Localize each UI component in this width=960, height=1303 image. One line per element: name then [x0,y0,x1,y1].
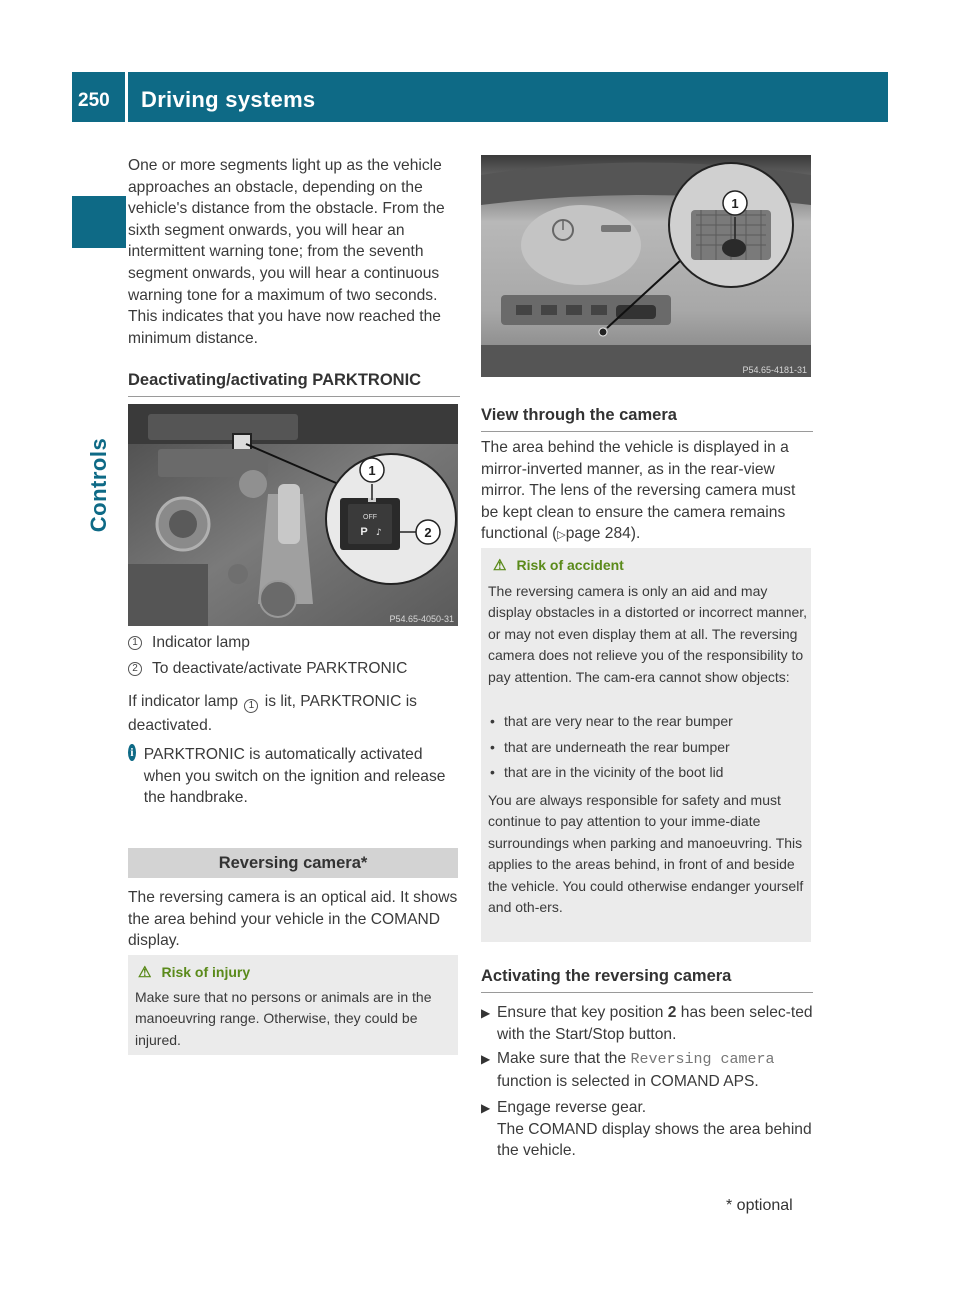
indicator-text: If indicator lamp [128,693,239,710]
step-1: ▶ Ensure that key position 2 has been selec-ted with the Start/Stop button. [481,1002,813,1045]
injury-title-text: Risk of injury [161,964,251,980]
injury-warning-box [128,955,458,1055]
legend-num: 1 [128,636,142,650]
step-2: ▶ Make sure that the Reversing camera function is selected in COMAND APS. [481,1048,813,1092]
view-camera-subhead: View through the camera [481,405,813,432]
accident-bullet-list [490,709,808,786]
optional-footnote: * optional [726,1197,793,1214]
accident-warning-title [493,556,624,574]
view-text: The area behind the vehicle is displayed in a mirror-inverted manner, as in the rear-view mirror. The lens of the reversing camera must be kept clean to ensure the camera remains functional ( [481,439,796,543]
side-tab-block [72,196,126,248]
accident-warning-text-2: You are always responsible for safety and must continue to pay attention to your imme-diate surroundings when parking and manoeuvring. This applies to the areas behind, in front of and beside the vehicle. You could otherwise endanger yourself and oth-ers. [488,792,804,916]
photo-off-label: OFF [363,514,377,521]
photo-p-label: P [360,526,368,538]
accident-warning-text: The reversing camera is only an aid and may display obstacles in a distorted or incorrect manner, or may not even display them at all. The reversing camera does not relieve you of the responsibility to pay attention. The cam-era cannot show objects: [488,583,808,685]
photo-reference: P54.65-4050-31 [389,614,454,624]
header-divider [125,72,128,122]
info-icon: i [128,744,136,761]
legend-num: 2 [128,662,142,676]
warning-triangle-icon: ⚠ [493,557,507,574]
side-tab-label: Controls [86,437,111,533]
intro-paragraph: One or more segments light up as the vehicle approaches an obstacle, depending on the vehicle's distance from the obstacle. From the sixth segment onwards, you will hear an intermittent warning tone; from the seventh segment onwards, you will hear a continuous warning tone for a maximum of two seconds. This indicates that you have now reached the minimum distance. [128,157,445,347]
legend-text: To deactivate/activate PARKTRONIC [152,660,408,677]
camera-intro: The reversing camera is an optical aid. It shows the area behind your vehicle in the COMAND display. [128,889,458,950]
view-camera-paragraph [481,437,813,547]
svg-text:♪: ♪ [376,528,382,538]
warning-triangle-icon: ⚠ [138,964,152,981]
legend-item-2 [128,660,460,678]
parktronic-subhead: Deactivating/activating PARKTRONIC [128,370,460,397]
photo-callout-2: 2 [424,525,432,540]
list-item: • that are underneath the rear bumper [490,738,730,755]
camera-location-photo [481,155,811,377]
info-text: PARKTRONIC is automatically activated when you switch on the ignition and release the handbrake. [143,746,446,807]
step-3: ▶ Engage reverse gear. The COMAND display shows the area behind the vehicle. [481,1097,813,1162]
step-arrow-icon: ▶ [481,1101,491,1115]
legend-item-1 [128,634,460,652]
photo-callout-1: 1 [731,196,739,211]
step-arrow-icon: ▶ [481,1006,491,1020]
injury-warning-title [138,963,250,981]
view-text: page 284). [565,525,641,543]
reversing-camera-heading: Reversing camera* [128,848,458,878]
list-item: • that are in the vicinity of the boot lid [490,764,724,780]
accident-warning-box [481,548,811,942]
step-arrow-icon: ▶ [481,1052,491,1066]
parktronic-photo [128,404,458,626]
indicator-paragraph [128,690,460,738]
activating-camera-subhead: Activating the reversing camera [481,966,813,993]
indicator-text: is lit, PARKTRONIC is [264,693,417,710]
photo-reference: P54.65-4181-31 [742,365,807,375]
indicator-num: 1 [244,699,258,713]
indicator-text: deactivated. [128,717,213,734]
injury-warning-text: Make sure that no persons or animals are in the manoeuvring range. Otherwise, they could be injured. [135,989,432,1048]
list-item: • that are very near to the rear bumper [490,713,733,729]
accident-title-text: Risk of accident [516,557,624,573]
photo-callout-1: 1 [368,463,376,478]
legend-text: Indicator lamp [152,634,250,651]
section-title: Driving systems [141,87,316,112]
page-ref-arrow-icon: ▷ [557,529,566,542]
info-note [128,744,460,809]
page-number: 250 [78,90,110,111]
